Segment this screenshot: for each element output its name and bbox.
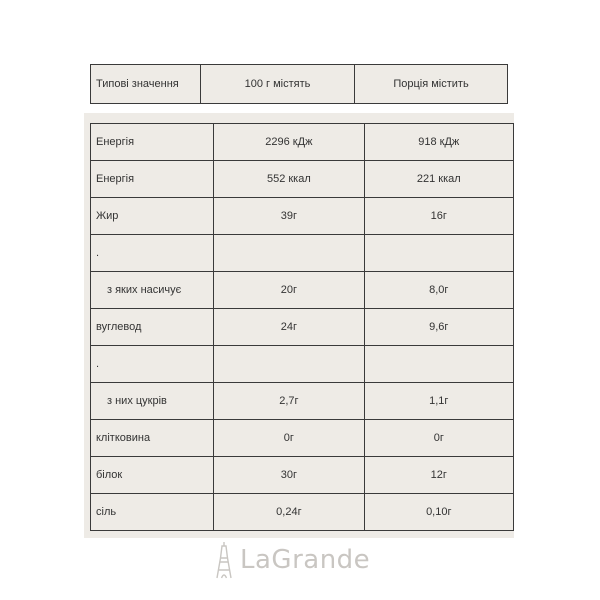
per-100g-value (214, 346, 364, 383)
nutrient-label: вуглевод (91, 309, 214, 346)
nutrient-label: Енергія (91, 124, 214, 161)
per-portion-value: 8,0г (364, 272, 513, 309)
per-portion-value: 16г (364, 198, 513, 235)
header-per-100g: 100 г містять (201, 65, 355, 104)
nutrition-table (90, 123, 514, 531)
nutrition-panel (84, 113, 514, 538)
per-100g-value: 0,24г (214, 494, 364, 531)
header-typical-values: Типові значення (91, 65, 201, 104)
table-row (91, 494, 514, 531)
nutrient-label: клітковина (91, 420, 214, 457)
table-row (91, 124, 514, 161)
per-100g-value: 24г (214, 309, 364, 346)
per-100g-value: 0г (214, 420, 364, 457)
per-100g-value (214, 235, 364, 272)
table-row (91, 309, 514, 346)
per-100g-value: 2296 кДж (214, 124, 364, 161)
table-row (91, 198, 514, 235)
header-per-portion: Порція містить (355, 65, 508, 104)
nutrient-label: Жир (91, 198, 214, 235)
per-portion-value: 12г (364, 457, 513, 494)
per-portion-value: 0,10г (364, 494, 513, 531)
nutrient-label: білок (91, 457, 214, 494)
watermark (214, 540, 370, 580)
per-100g-value: 30г (214, 457, 364, 494)
nutrient-label: . (91, 235, 214, 272)
per-portion-value: 9,6г (364, 309, 513, 346)
nutrient-label: з них цукрів (91, 383, 214, 420)
per-100g-value: 552 ккал (214, 161, 364, 198)
table-row (91, 235, 514, 272)
nutrient-label: . (91, 346, 214, 383)
per-100g-value: 39г (214, 198, 364, 235)
nutrient-label: з яких насичує (91, 272, 214, 309)
eiffel-tower-icon (214, 540, 234, 580)
nutrient-label: сіль (91, 494, 214, 531)
per-portion-value (364, 346, 513, 383)
header-row (91, 65, 508, 104)
header-table (90, 64, 508, 104)
table-row (91, 272, 514, 309)
per-100g-value: 2,7г (214, 383, 364, 420)
table-row (91, 161, 514, 198)
per-portion-value: 1,1г (364, 383, 513, 420)
per-portion-value (364, 235, 513, 272)
per-portion-value: 0г (364, 420, 513, 457)
per-100g-value: 20г (214, 272, 364, 309)
nutrient-label: Енергія (91, 161, 214, 198)
table-row (91, 420, 514, 457)
per-portion-value: 918 кДж (364, 124, 513, 161)
table-row (91, 346, 514, 383)
table-row (91, 457, 514, 494)
table-row (91, 383, 514, 420)
per-portion-value: 221 ккал (364, 161, 513, 198)
watermark-text: LaGrande (240, 545, 371, 575)
